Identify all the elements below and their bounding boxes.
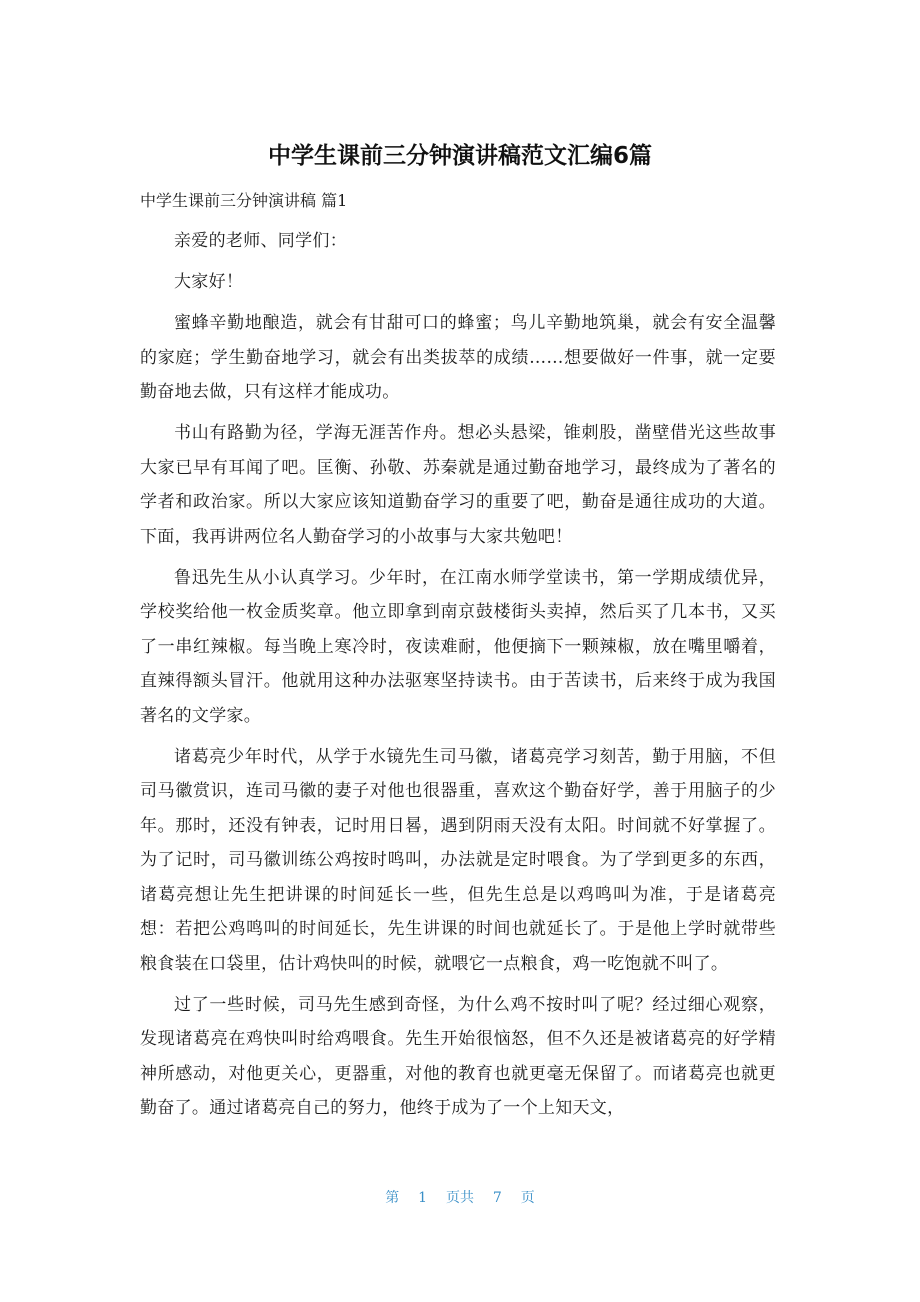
paragraph: 蜜蜂辛勤地酿造，就会有甘甜可口的蜂蜜；鸟儿辛勤地筑巢，就会有安全温馨的家庭；学生勤奋地学习，就会有出类拔萃的成绩……想要做好一件事，就一定要勤奋地去做，只有这样才能成功。 [140,313,776,402]
paragraph: 过了一些时候，司马先生感到奇怪，为什么鸡不按时叫了呢？经过细心观察，发现诸葛亮在鸡快叫时给鸡喂食。先生开始很恼怒，但不久还是被诸葛亮的好学精神所感动，对他更关心，更器重，对他的教育也就更毫无保留了。而诸葛亮也就更勤奋了。通过诸葛亮自己的努力，他终于成为了一个上知天文， [140,994,776,1118]
current-page-number: 1 [418,1190,428,1206]
document-body [140,224,776,1132]
section-heading: 中学生课前三分钟演讲稿 篇1 [140,191,348,210]
footer-middle: 页共 [446,1190,474,1206]
paragraph: 诸葛亮少年时代，从学于水镜先生司马徽，诸葛亮学习刻苦，勤于用脑，不但司马徽赏识，连司马徽的妻子对他也很器重，喜欢这个勤奋好学，善于用脑子的少年。那时，还没有钟表，记时用日晷，遇到阴雨天没有太阳。时间就不好掌握了。为了记时，司马徽训练公鸡按时鸣叫，办法就是定时喂食。为了学到更多的东西，诸葛亮想让先生把讲课的时间延长一些，但先生总是以鸡鸣叫为准，于是诸葛亮想：若把公鸡鸣叫的时间延长，先生讲课的时间也就延长了。于是他上学时就带些粮食装在口袋里，估计鸡快叫的时候，就喂它一点粮食，鸡一吃饱就不叫了。 [140,746,776,974]
paragraph: 鲁迅先生从小认真学习。少年时，在江南水师学堂读书，第一学期成绩优异，学校奖给他一枚金质奖章。他立即拿到南京鼓楼街头卖掉，然后买了几本书，又买了一串红辣椒。每当晚上寒冷时，夜读难耐，他便摘下一颗辣椒，放在嘴里嚼着，直辣得额头冒汗。他就用这种办法驱寒坚持读书。由于苦读书，后来终于成为我国著名的文学家。 [140,567,776,726]
paragraph-greeting: 大家好！ [174,272,244,292]
footer-prefix: 第 [385,1190,400,1206]
page-footer [0,1186,920,1210]
footer-suffix: 页 [520,1190,535,1206]
document-title: 中学生课前三分钟演讲稿范文汇编6篇 [267,143,652,169]
paragraph: 书山有路勤为径，学海无涯苦作舟。想必头悬梁，锥刺股，凿壁借光这些故事大家已早有耳闻了吧。匡衡、孙敬、苏秦就是通过勤奋地学习，最终成为了著名的学者和政治家。所以大家应该知道勤奋学习的重要了吧，勤奋是通往成功的大道。下面，我再讲两位名人勤奋学习的小故事与大家共勉吧！ [140,423,776,547]
paragraph-salutation: 亲爱的老师、同学们： [174,231,347,251]
total-page-count: 7 [492,1190,502,1206]
